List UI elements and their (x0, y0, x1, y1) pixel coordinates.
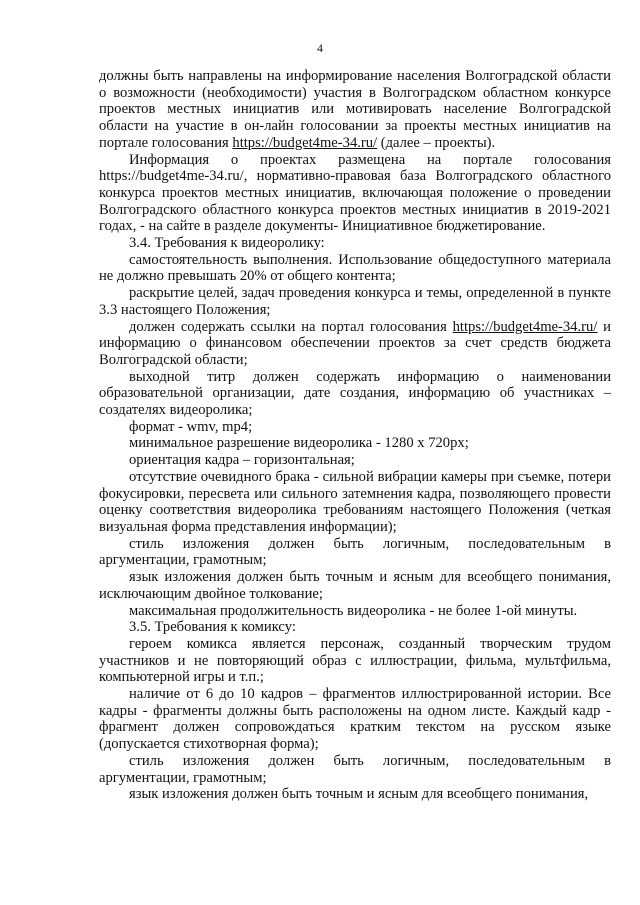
paragraph-10: ориентация кадра – горизонтальная; (129, 452, 355, 469)
paragraph-14: максимальная продолжительность видеоролика - не более 1-ой минуты. (129, 602, 578, 619)
paragraph-5: раскрытие целей, задач проведения конкурса и темы, определенной в пункте 3.3 настоящего Положения; (99, 285, 611, 318)
paragraph-6 (99, 319, 611, 369)
paragraph-1 (99, 68, 611, 152)
voting-portal-link[interactable]: https://budget4me-34.ru/ (452, 318, 598, 335)
section-heading-3-5: 3.5. Требования к комиксу: (129, 619, 296, 636)
page-number: 4 (317, 41, 323, 55)
paragraph-9: минимальное разрешение видеоролика - 1280 х 720px; (129, 435, 469, 452)
paragraph-12: стиль изложения должен быть логичным, последовательным в аргументации, грамотным; (99, 535, 611, 569)
paragraph-7: выходной титр должен содержать информацию о наименовании образовательной организации, дате создания, информацию об участниках – создателях видеоролика; (99, 368, 611, 419)
paragraph-8: формат - wmv, mp4; (129, 418, 253, 435)
paragraph-17: наличие от 6 до 10 кадров – фрагментов иллюстрированной истории. Все кадры - фрагменты должны быть расположены на одном листе. Каждый кадр - фрагмент должен сопровождаться кратким текстом на русском языке (допускается стихотворная форма); (99, 686, 611, 753)
section-heading-3-4: 3.4. Требования к видеоролику: (129, 235, 325, 252)
paragraph-16: героем комикса является персонаж, созданный творческим трудом участников и не повторяющий образ с иллюстрации, фильма, мультфильма, компьютерной игры и т.п.; (99, 635, 611, 686)
paragraph-text-tail: (далее – проекты). (377, 134, 496, 151)
paragraph-2: Информация о проектах размещена на портале голосования https://budget4me-34.ru/, нормативно-правовая база Волгоградского областного конкурса проектов местных инициатив, включающая положение о проведении Волгоградского областного конкурса проектов местных инициатив в 2019-2021 годах, - на сайте в разделе документы- Инициативное бюджетирование. (99, 151, 611, 235)
paragraph-text: должны быть направлены на информирование населения Волгоградской области о возможности (необходимости) участия в Волгоградском областном конкурсе проектов местных инициатив или мотивировать население Волгоградской области на участие в он-лайн голосовании за проекты местных инициатив на портале голосования (99, 68, 611, 151)
voting-portal-link[interactable]: https://budget4me-34.ru/ (232, 134, 378, 151)
paragraph-19: язык изложения должен быть точным и ясным для всеобщего понимания, (129, 786, 589, 803)
paragraph-13: язык изложения должен быть точным и ясным для всеобщего понимания, исключающим двойное толкование; (99, 569, 611, 602)
paragraph-text-tail: и информацию о финансовом обеспечении проектов за счет средств бюджета Волгоградской области; (99, 318, 611, 368)
paragraph-4: самостоятельность выполнения. Использование общедоступного материала не должно превышать 20% от общего контента; (99, 251, 611, 285)
document-body (99, 68, 611, 803)
paragraph-11: отсутствие очевидного брака - сильной вибрации камеры при съемке, потери фокусировки, пересвета или сильного затемнения кадра, позволяющего провести оценку соответствия видеоролика требованиям настоящего Положения (четкая визуальная форма представления информации); (99, 468, 611, 535)
paragraph-18: стиль изложения должен быть логичным, последовательным в аргументации, грамотным; (99, 752, 611, 786)
paragraph-text: должен содержать ссылки на портал голосования (129, 318, 453, 335)
